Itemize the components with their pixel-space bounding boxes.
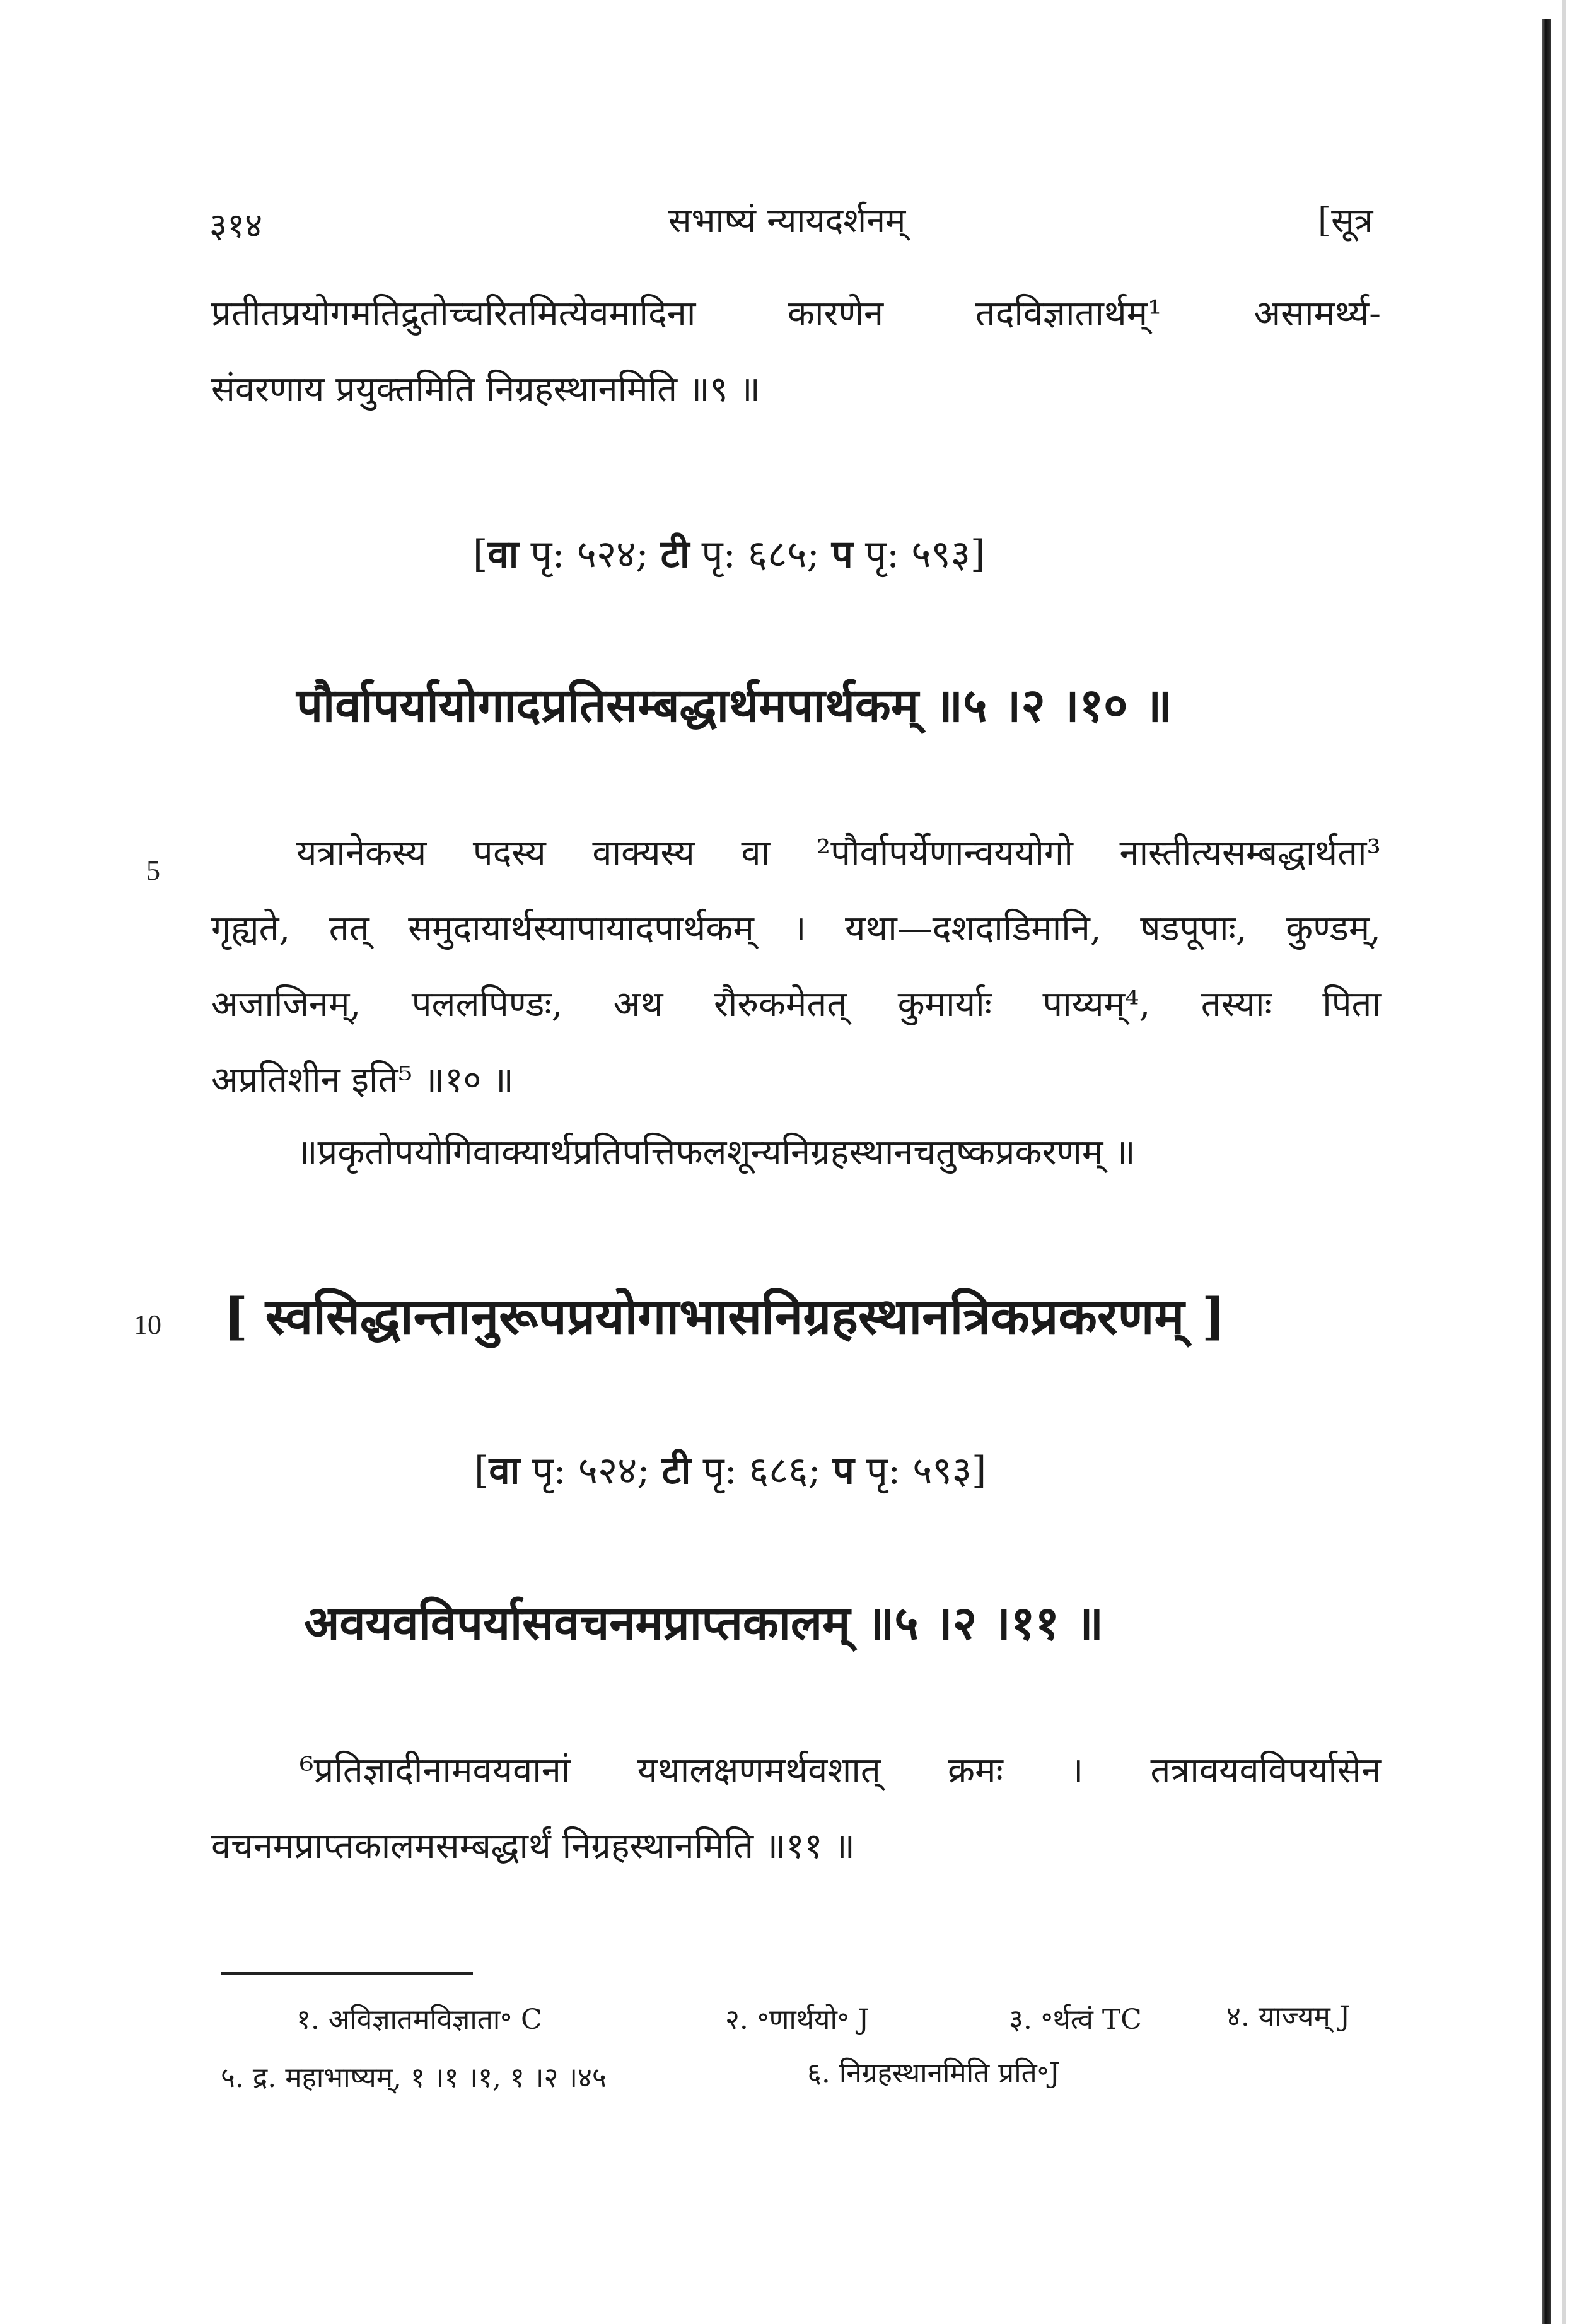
para-2-line-1: यत्रानेकस्य पदस्य वाक्यस्य वा ²पौर्वापर्येणान्वययोगो नास्तीत्यसम्बद्धार्थता³	[296, 832, 1381, 873]
footnote-rule	[221, 1972, 473, 1975]
line-number-5: 5	[146, 855, 160, 886]
ref-va-page: पृ: ५२४;	[518, 532, 661, 576]
ref-open: [	[474, 1449, 489, 1493]
para-2-line-2: गृह्यते, तत् समुदायार्थस्यापायादपार्थकम् । यथा—दशदाडिमानि, षडपूपाः, कुण्डम्,	[211, 908, 1381, 949]
section-heading: [ स्वसिद्धान्तानुरूपप्रयोगाभासनिग्रहस्थानत्रिकप्रकरणम् ]	[224, 1287, 1226, 1346]
ref-ti-page: पृ: ६८६;	[690, 1449, 833, 1493]
footnote-5: ५. द्र. महाभाष्यम्, १ ।१ ।१, १ ।२ ।४५	[221, 2062, 607, 2094]
binding-edge	[1542, 19, 1551, 2324]
ref-pa-page: पृ: ५९३]	[854, 1449, 987, 1493]
footnote-4: ४. याज्यम् J	[1226, 2000, 1351, 2033]
page-number: ३१४	[209, 206, 263, 245]
ref-ti-page: पृ: ६८५;	[689, 532, 832, 576]
para-1-line-1: प्रतीतप्रयोगमतिद्रुतोच्चरितमित्येवमादिना कारणेन तदविज्ञातार्थम्¹ असामर्थ्य-	[211, 293, 1381, 334]
para-1-line-2: संवरणाय प्रयुक्तमिति निग्रहस्थानमिति ॥९ ॥	[211, 369, 760, 410]
ref-pa: प	[832, 1449, 854, 1493]
page-edge-shadow	[1562, 0, 1566, 2324]
ref-pa: प	[831, 532, 853, 576]
para-2-line-4: अप्रतिशीन इति⁵ ॥१० ॥	[211, 1060, 514, 1101]
section-mark: [सूत्र	[1318, 201, 1373, 240]
ref-va-page: पृ: ५२४;	[520, 1449, 662, 1493]
footnote-3: ३. ॰र्थत्वं TC	[1009, 2004, 1142, 2036]
sutra-10: पौर्वापर्यायोगादप्रतिसम्बद्धार्थमपार्थकम् ॥५ ।२ ।१० ॥	[296, 679, 1172, 733]
ref-va: वा	[487, 532, 519, 576]
ref-va: वा	[489, 1449, 520, 1493]
ref-open: [	[473, 532, 488, 576]
ref-pa-page: पृ: ५९३]	[852, 532, 986, 576]
para-3-line-2: वचनमप्राप्तकालमसम्बद्धार्थं निग्रहस्थानमिति ॥११ ॥	[211, 1826, 855, 1867]
ref-ti: टी	[661, 1449, 691, 1493]
running-title: सभाष्यं न्यायदर्शनम्	[668, 201, 906, 240]
sutra-11: अवयवविपर्यासवचनमप्राप्तकालम् ॥५ ।२ ।११ ॥	[304, 1596, 1104, 1650]
line-number-10: 10	[134, 1309, 161, 1340]
footnote-1: १. अविज्ञातमविज्ञाता॰ C	[296, 2004, 542, 2036]
ref-ti: टी	[660, 532, 690, 576]
prakarana-colophon: ॥प्रकृतोपयोगिवाक्यार्थप्रतिपत्तिफलशून्यनिग्रहस्थानचतुष्कप्रकरणम् ॥	[296, 1132, 1136, 1173]
footnote-6: ६. निग्रहस्थानमिति प्रति॰J	[807, 2057, 1061, 2089]
footnote-2: २. ॰णार्थयो॰ J	[725, 2004, 870, 2036]
para-3-line-1: ⁶प्रतिज्ञादीनामवयवानां यथालक्षणमर्थवशात् क्रमः । तत्रावयवविपर्यासेन	[300, 1750, 1381, 1791]
reference-2	[474, 1443, 986, 1495]
para-2-line-3: अजाजिनम्, पललपिण्डः, अथ रौरुकमेतत् कुमार्याः पाय्यम्⁴, तस्याः पिता	[211, 984, 1381, 1025]
reference-1	[473, 527, 985, 578]
